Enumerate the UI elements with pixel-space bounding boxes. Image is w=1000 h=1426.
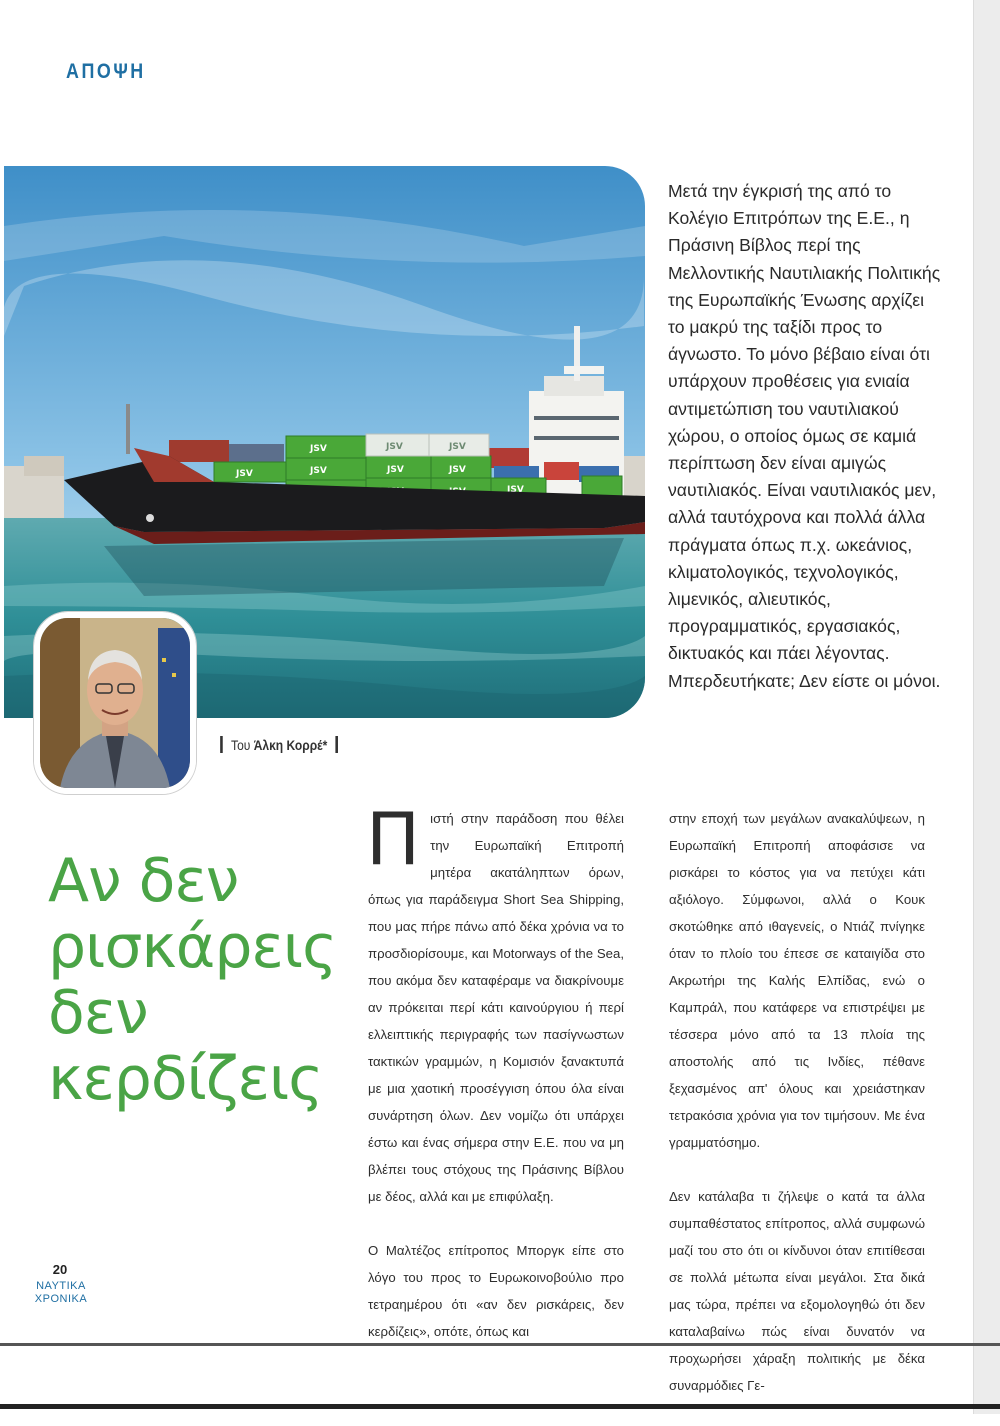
magazine-name	[24, 1280, 98, 1306]
paragraph	[366, 797, 624, 1210]
byline-author: Άλκη Κορρέ*	[253, 737, 328, 753]
paragraph-text: ιστή στην παράδοση που θέλει την Ευρωπαϊκή Επιτροπή μητέρα ακατάληπτων όρων, όπως για παράδειγμα Short Sea Shipping, που μας πήρε πάνω από δέκα χρόνια να το προσδιορίσουμε, και Motorways of the Sea, που ακόμα δεν καταφέραμε να διακρίνουμε αν πρόκειται περί κάτι καινούργιου ή περί ελλειπτικής περιγραφής των πασίγνωστων τακτικών γραμμών, η Κομισιόν ξανακτυπά με μια χαοτική προσέγγιση όπου όλα είναι συνάρτηση όλων. Δεν νομίζω ότι υπάρχει έστω και ένας σήμερα στην Ε.Ε. που να μη βλέπει τους στόχους της Πράσινης Βίβλου με δέος, αλλά και με επιφύλαξη.	[368, 811, 624, 1204]
headline-line: Αν δεν	[48, 846, 239, 917]
byline-bar	[220, 736, 223, 753]
headline-line: κερδίζεις	[48, 1044, 323, 1115]
intro-text: Μετά την έγκρισή της από το Κολέγιο Επιτρόπων της Ε.Ε., η Πράσινη Βίβλος περί της Μελλοντικής Ναυτιλιακής Πολιτικής της Ευρωπαϊκής Ένωσης αρχίζει το μακρύ της ταξίδι προς το άγνωστο. Το μόνο βέβαιο είναι ότι υπάρχουν προθέσεις για ενιαία αντιμετώπιση του ναυτιλιακού χώρου, ο οποίος όμως σε καμιά περίπτωση δεν είναι αμιγώς ναυτιλιακός. Είναι ναυτιλιακός μεν, αλλά ταυτόχρονα και πολλά άλλα πράγματα όπως π.χ. ωκεάνιος, κλιματολογικός, τεχνολογικός, λιμενικός, αλιευτικός, προγραμματικός, εργασιακός, δικτυακός και πάει λέγοντας. Μπερδευτήκατε; Δεν είστε οι μόνοι.	[668, 181, 941, 691]
container-label: JSV	[310, 444, 327, 454]
article-column-2	[669, 805, 925, 1426]
page-number: 20	[52, 1262, 68, 1277]
author-photo	[40, 618, 190, 788]
intro-paragraph	[668, 178, 942, 695]
container-label: JSV	[310, 466, 327, 476]
magazine-name-line: ΝΑΥΤΙΚΑ	[36, 1280, 86, 1292]
article-column-1	[366, 797, 624, 1372]
byline	[215, 736, 344, 753]
drop-cap: Π	[366, 797, 421, 881]
byline-bar	[336, 736, 339, 753]
headline-line: δεν	[48, 978, 148, 1049]
byline-prefix: Του	[231, 737, 251, 753]
container-label: JSV	[507, 485, 524, 495]
headline	[48, 846, 348, 1115]
bottom-rule	[0, 1404, 1000, 1409]
container-label: JSV	[449, 442, 466, 452]
paragraph: Ο Μαλτέζος επίτροπος Μποργκ είπε στο λόγο του προς το Ευρωκοινοβούλιο προ τετραημέρου ότι «αν δεν ρισκάρεις, δεν κερδίζεις», οπότε, όπως και	[368, 1243, 624, 1339]
magazine-name-line: ΧΡΟΝΙΚΑ	[34, 1293, 88, 1305]
container-label: JSV	[236, 469, 253, 479]
paragraph: στην εποχή των μεγάλων ανακαλύψεων, η Ευρωπαϊκή Επιτροπή αποφάσισε να ρισκάρει το κόστος για να πετύχει κάτι αξιόλογο. Σύμφωνοι, αλλά ο Κουκ σκοτώθηκε από ιθαγενείς, ο Ντιάζ πνίγηκε όταν το πλοίο του έπεσε σε καταιγίδα στο Ακρωτήρι της Καλής Ελπίδας, ενώ ο Καμπράλ, που κατάφερε να επιστρέψει με τέσσερα μόνο από τα 13 πλοία της αποστολής από τις Ινδίες, πέθανε ξεχασμένος απ' όλους και χρειάστηκαν τετρακόσια χρόνια για τον τιμήσουν. Με ένα γραμματόσημο.	[669, 811, 925, 1150]
section-label: ΑΠΟΨΗ	[66, 60, 146, 83]
page-edge	[973, 0, 1000, 1414]
paragraph: Δεν κατάλαβα τι ζήλεψε ο κατά τα άλλα συμπαθέστατος επίτροπος, αλλά συμφωνώ μαζί του στο ότι οι κίνδυνοι όταν επιτίθεσαι σε πολλά μέτωπα είναι μεγάλοι. Στα δικά μας τώρα, πρέπει να εξομολογηθώ ότι δεν καταλαβαίνω πώς είναι δυνατόν να προχωρήσει χάραξη πολιτικής με δέκα συναρμόδιες Γε-	[669, 1189, 925, 1393]
container-label: JSV	[386, 442, 403, 452]
bottom-rule	[0, 1343, 1000, 1346]
headline-line: ρισκάρεις	[48, 912, 337, 983]
container-label: JSV	[387, 465, 404, 475]
author-portrait	[34, 612, 196, 794]
container-label: JSV	[449, 465, 466, 475]
